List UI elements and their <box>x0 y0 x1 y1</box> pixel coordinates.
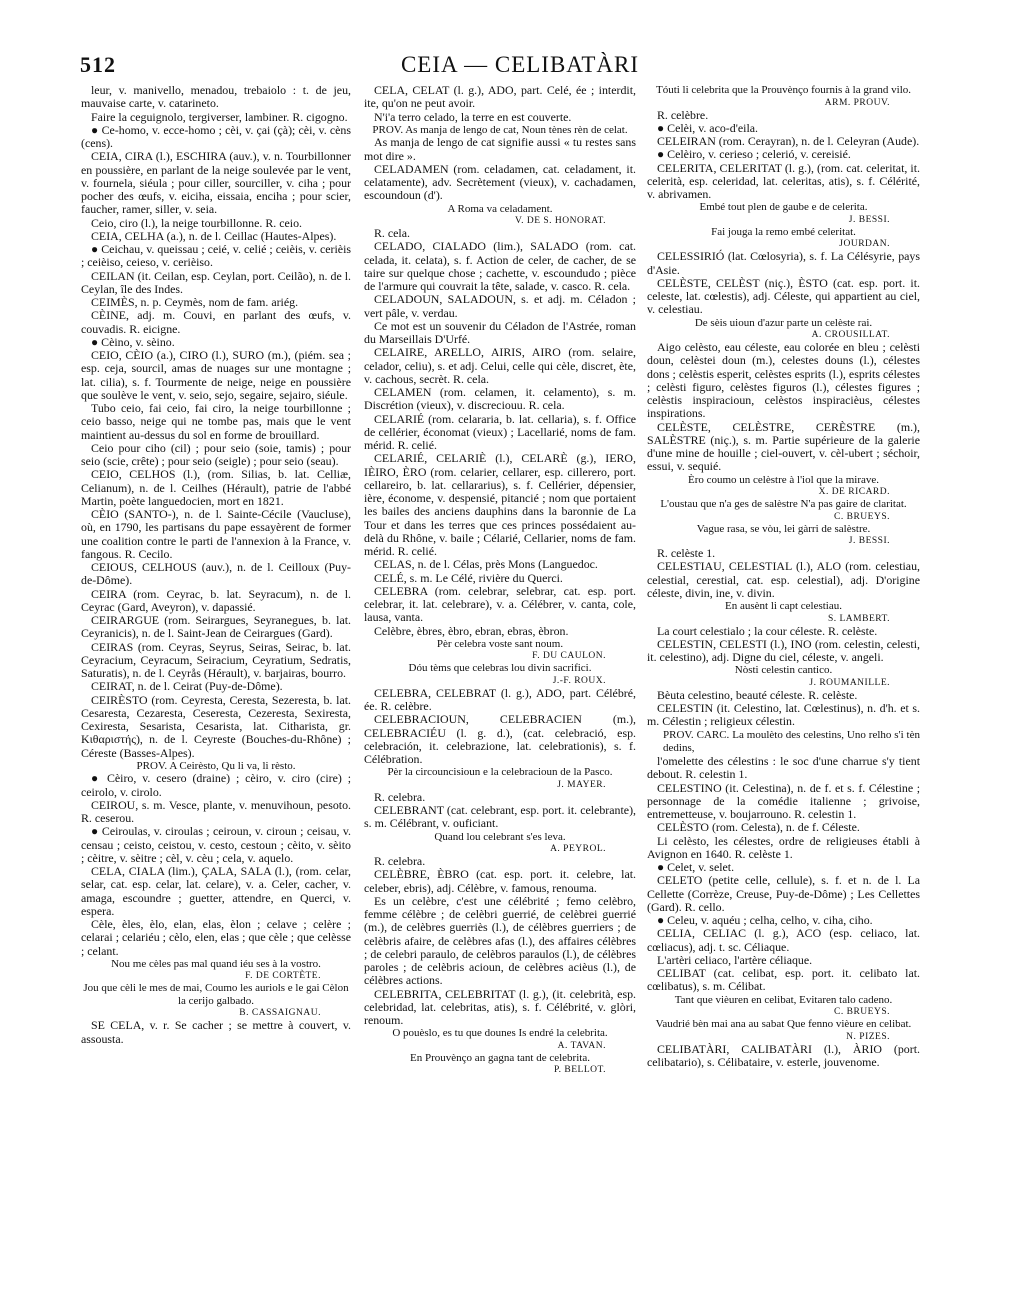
dictionary-entry: R. celèste 1. <box>657 546 716 560</box>
dictionary-entry: CELA, CIALA (lim.), ÇALA, SALA (l.), (rom. celar, selar, cat. esp. celar, lat. celare), v. a. Celer, cacher, v. amaga, escoundre ; guetter, attendre, en Querci, v. espera. <box>81 864 351 918</box>
dictionary-entry: CELEBRA, CELEBRAT (l. g.), ADO, part. Célébré, ée. R. celèbre. <box>364 685 636 713</box>
dictionary-entry: CELAS, n. de l. Célas, près Mons (Languedoc. <box>374 557 598 572</box>
quotation-author: N. PIZES. <box>846 1031 890 1042</box>
text-column-right <box>647 84 920 1069</box>
quotation-author: JOURDAN. <box>839 239 890 250</box>
dictionary-entry: CEIOUS, CELHOUS (auv.), n. de l. Ceilloux (Puy-de-Dôme). <box>81 560 351 588</box>
page-number: 512 <box>80 52 116 77</box>
dictionary-entry: CELIBATÀRI, CALIBATÀRI (l.), ÀRIO (port. celibatario), s. Célibataire, v. esterle, jouvenome. <box>647 1041 920 1069</box>
quotation-author: F. DE CORTÈTE. <box>245 971 321 982</box>
dictionary-entry: CELESSIRIÓ (lat. Cœlosyria), s. f. La Célésyrie, pays d'Asie. <box>647 249 920 277</box>
dictionary-entry: CELERITA, CELERITAT (l. g.), (rom. cat. celeritat, it. celerità, esp. celeridad, lat. celeritas, atis), s. f. Célérité, v. abrivamen. <box>647 160 920 201</box>
quotation: PROV. As manja de lengo de cat, Noun tènes rèn de celat. <box>372 123 628 136</box>
dictionary-entry: CELESTIN (it. Celestino, lat. Cœlestinus), n. d'h. et s. m. Célestin ; religieux célestin. <box>647 701 920 729</box>
quotation: En ausènt li capt celestiau. <box>725 600 842 612</box>
dictionary-entry: CELA, CELAT (l. g.), ADO, part. Celé, ée ; interdit, ite, qu'on ne peut avoir. <box>364 83 636 111</box>
dictionary-entry: R. celebra. <box>374 789 426 804</box>
quotation: Quand lou celebrant s'es leva. <box>434 830 566 843</box>
dictionary-entry: CELAMEN (rom. celamen, it. celamento), s. m. Discrétion (vieux), v. discreciouu. R. cela. <box>364 385 636 413</box>
dictionary-entry: SE CELA, v. r. Se cacher ; se mettre à couvert, v. assousta. <box>81 1018 351 1046</box>
quotation-author: S. LAMBERT. <box>827 613 890 624</box>
dictionary-entry: R. celèbre. <box>657 107 709 122</box>
quotation-author: J. MAYER. <box>557 779 606 790</box>
dictionary-entry: ● Cèiro, v. cesero (draine) ; cèiro, v. ciro (cire) ; ceirolo, v. cirolo. <box>81 771 351 799</box>
dictionary-entry: CEIO, CELHOS (l.), (rom. Silias, b. lat. Celliæ, Celianum), n. de l. Ceilhes (Hérault), patrie de l'abbé Martin, poète languedocien, mort en 1821. <box>81 467 351 508</box>
dictionary-entry: Faire la ceguignolo, tergiverser, lambiner. R. cigogno. <box>91 109 348 124</box>
quotation-author: ARM. PROUV. <box>824 97 890 108</box>
dictionary-entry: La court celestialo ; la cour céleste. R. celèste. <box>657 623 878 638</box>
quotation: Dóu tèms que celebras lou divin sacrifici. <box>408 662 592 675</box>
dictionary-entry: CEIA, CIRA (l.), ESCHIRA (auv.), v. n. Tourbillonner en poussière, en parlant de la neige soulevée par le vent, v. fournela, siéula ; pour ciller, sourciller, v. ciha ; pour pocher des œufs, v. eiciha, eissaia, enciha ; pour scier, faucher, ramer, siller, v. seia. <box>81 149 351 217</box>
dictionary-entry: Es un celèbre, c'est une célébrité ; femo celèbro, femme célèbre ; de celèbri guerrié, de celèbrei guerrié (m.), de celèbres guerriès (l.), de célèbres guerriers ; de celèbris afaire, de celèbres afas (l.), des affaires célèbres ; de celebri paraulo, de celèbros paraulos (l.), de célèbres paroles ; de celèbris acioun, de celèbres acièus (l.), de célèbres actions. <box>364 893 636 988</box>
dictionary-entry: CELARIÉ, CELARIÈ (l.), CELARÈ (g.), IERO, IÈIRO, ÈRO (rom. celarier, cellarer, esp. cillerero, port. cellareiro, b. lat. cellararius), s. f. Cellérier, dépensier, ière, économe, v. despensié, pitancié ; nom que portaient les bailes des anciens dauphins dans la baronnie de La Tour et dans les terres que ces princes possédaient au-delà du Rhône, v. baile ; Célarié, Cellarier, noms de fam. mérid. R. celié. <box>364 451 636 558</box>
dictionary-entry: CEIRAT, n. de l. Ceirat (Puy-de-Dôme). <box>91 679 283 694</box>
quotation-author: J. ROUMANILLE. <box>809 677 890 688</box>
quotation: Fai jouga la remo embé celeritat. <box>711 225 856 238</box>
dictionary-entry: ● Celeu, v. aquéu ; celha, celho, v. ciha, ciho. <box>657 913 873 927</box>
dictionary-entry: CEILAN (it. Ceilan, esp. Ceylan, port. Ceilão), n. de l. Ceylan, île des Indes. <box>81 268 351 296</box>
dictionary-entry: R. cela. <box>374 226 410 240</box>
quotation-author: A. CROUSILLAT. <box>811 330 890 340</box>
quotation: Vaudrié bèn mai ana au sabat Que fenno vièure en celibat. <box>655 1018 912 1030</box>
dictionary-entry: ● Cèino, v. sèino. <box>91 334 175 349</box>
dictionary-entry: CEIMÈS, n. p. Ceymès, nom de fam. ariég. <box>91 295 299 309</box>
dictionary-entry: ● Ce-homo, v. ecce-homo ; cèi, v. çai (çà); cèi, v. cèns (cens). <box>81 122 351 150</box>
quotation-author: J.-F. ROUX. <box>552 675 606 686</box>
dictionary-entry: CEIRARGUE (rom. Seirargues, Seyranegues, b. lat. Ceyranicis), n. de l. Saint-Jean de Ceirargues (Gard). <box>81 613 351 641</box>
dictionary-entry: CELEIRAN (rom. Cerayran), n. de l. Celeyran (Aude). <box>657 134 920 148</box>
dictionary-entry: N'i'a terro celado, la terre en est couverte. <box>374 109 572 124</box>
quotation: Jou que cèli le mes de mai, Coumo les auriols e le gai Cèlon la cerijo galbado. <box>83 982 349 1007</box>
dictionary-entry: CELIBAT (cat. celibat, esp. port. it. celibato lat. cœlibatus), s. m. Célibat. <box>647 966 920 994</box>
dictionary-entry: Tubo ceio, fai ceio, fai ciro, la neige tourbillonne ; ceio basso, neige qui ne tombe pas, mais que le vent maintient au-dessus du sol en forme de brouillard. <box>81 401 351 442</box>
quotation-author: V. DE S. HONORAT. <box>514 216 606 226</box>
quotation: Nòsti celestin cantico. <box>734 664 833 677</box>
dictionary-entry: CEIROU, s. m. Vesce, plante, v. menuvihoun, pesoto. R. ceserou. <box>81 797 351 825</box>
quotation: Pèr celebra voste sant noum. <box>436 637 564 650</box>
dictionary-entry: As manja de lengo de cat signifie aussi « tu restes sans mot dire ». <box>364 135 636 163</box>
dictionary-entry: Celèbre, èbres, èbro, ebran, ebras, èbron. <box>374 623 569 638</box>
dictionary-entry: CELEBRA (rom. celebrar, selebrar, cat. esp. port. celebrar, it. lat. celebrare), v. a. Célébrer, v. canta, cole, lausa, vanta. <box>364 583 636 625</box>
quotation: De sèis uioun d'azur parte un celèste rai. <box>694 316 873 329</box>
dictionary-entry: CELÉ, s. m. Le Célé, rivière du Querci. <box>374 570 563 585</box>
quotation-author: A. TAVAN. <box>557 1040 606 1051</box>
quotation: Embé tout plen de gaube e de celerita. <box>699 201 868 214</box>
dictionary-entry: CEIRAS (rom. Ceyras, Seyrus, Seiras, Seirac, b. lat. Ceyracium, Ceyracum, Seiracium, Ceyratium, Sedratis, Saturatis), n. de l. Ceyrås (Hérault), v. barjairas, bourro. <box>81 639 351 680</box>
quotation: Pèr la circouncisioun e la celebracioun de la Pasco. <box>387 766 613 779</box>
quotation-author: J. BESSI. <box>848 214 890 225</box>
dictionary-entry: ● Celèi, v. aco-d'eila. <box>657 120 758 135</box>
dictionary-entry: ● Celet, v. selet. <box>657 860 735 874</box>
quotation-author: P. BELLOT. <box>553 1065 606 1076</box>
dictionary-entry: CELESTIN, CELESTI (l.), INO (rom. celestin, celesti, it. celestino), adj. Digne du ciel, céleste, v. angeli. <box>647 636 920 664</box>
dictionary-entry: CELESTIAU, CELESTIAL (l.), ALO (rom. celestiau, celestial, cerestial, cat. esp. celestial), adj. D'origine céleste, divin, ine, v. divin. <box>647 559 920 600</box>
dictionary-entry: CELÈSTE, CELÈSTRE, CERÈSTRE (m.), SALÈSTRE (niç.), s. m. Partie supérieure de la galerie d'une mine de houille ; ciel-ouvert, v. cèl-ubert ; séchoir, essui, v. sequié. <box>647 419 920 474</box>
dictionary-entry: Ceio, ciro (l.), la neige tourbillonne. R. ceio. <box>91 215 303 230</box>
quotation-author: C. BRUEYS. <box>834 1007 890 1017</box>
quotation: Tóuti li celebrita que la Prouvènço fournis à la grand vilo. <box>655 84 912 96</box>
dictionary-entry: CELÈSTO (rom. Celesta), n. de f. Céleste. <box>657 820 860 835</box>
quotation-author: J. BESSI. <box>848 536 890 546</box>
page-header <box>80 52 960 84</box>
dictionary-entry: Cèle, èles, èlo, elan, elas, èlon ; celave ; celère ; celarai ; celariéu ; cèlo, elen, elas ; que cèle ; que celèsse ; celant. <box>81 917 351 958</box>
quotation: O pouèslo, es tu que dounes Is endré la celebrita. <box>392 1027 608 1040</box>
dictionary-entry: CELETO (petite celle, cellule), s. f. et n. de l. La Cellette (Corrèze, Creuse, Puy-de-Dôme) ; Les Cellettes (Gard). R. cello. <box>647 873 920 914</box>
dictionary-entry: L'artèri celiaco, l'artère céliaque. <box>657 952 813 967</box>
text-column-middle <box>364 84 636 1076</box>
dictionary-entry: CÈIO (SANTO-), n. de l. Sainte-Cécile (Vaucluse), où, en 1790, les partisans du pape essayèrent de former une coalition contre le parti de l'annexion à la France, v. fangous. R. Cecilo. <box>81 507 351 561</box>
dictionary-entry: CELEBRACIOUN, CELEBRACIEN (m.), CELEBRACIÉU (l. g. d.), (cat. celebració, esp. celebración, it. celebrazione, lat. celebrationis), s. f. Célébration. <box>364 712 636 766</box>
proverb: PROV. CARC. La moulèto des celestins, Uno relho s'i tèn dedins, <box>663 728 920 754</box>
dictionary-entry: CELÈSTE, CELÈST (niç.), ÈSTO (cat. esp. port. it. celeste, lat. cœlestis), adj. Céleste, qui appartient au ciel, v. celestiau. <box>647 275 920 317</box>
quotation-author: X. DE RICARD. <box>818 487 890 497</box>
dictionary-entry: R. celebra. <box>374 854 426 868</box>
dictionary-entry: Bèuta celestino, beauté céleste. R. celèste. <box>657 687 858 702</box>
quotation: Nou me cèles pas mal quand iéu ses à la vostro. <box>111 957 321 970</box>
dictionary-entry: ● Celèiro, v. cerieso ; celerió, v. cereisié. <box>657 147 851 162</box>
dictionary-entry: ● Ceiroulas, v. ciroulas ; ceiroun, v. ciroun ; ceisau, v. censau ; ceisto, ceistou, v. cesto, cestoun ; cèito, v. sèito ; cèitre, v. sèitre ; cèl, v. cèu ; cela, v. aquelo. <box>81 824 351 865</box>
dictionary-entry: CELEBRITA, CELEBRITAT (l. g.), (it. celebrità, esp. celebridad, lat. celebritas, atis), s. f. Célébrité, v. glòri, renoum. <box>364 986 636 1027</box>
running-title: CEIA — CELIBATÀRI <box>400 52 640 77</box>
dictionary-entry: CELADOUN, SALADOUN, s. et adj. m. Céladon ; vert pâle, v. verdau. <box>364 292 636 320</box>
dictionary-entry: CELESTINO (it. Celestina), n. de f. et s. f. Célestine ; personnage de la comédie italienne ; grivoise, entremetteuse, v. boujarrouno. R. celestin 1. <box>647 780 920 821</box>
dictionary-entry: CEIRÈSTO (rom. Ceyresta, Ceresta, Sezeresta, b. lat. Cesaresta, Cezaresta, Ceseresta, Cezeresta, Sexiresta, Cexiresta, Sesarista, Cesarista, lat. Citharista, gr. Κιθαριστής), n. de l. Ceyreste (Bouches-du-Rhône) ; Céreste (Basses-Alpes). <box>81 692 351 760</box>
dictionary-entry: leur, v. manivello, menadou, trebaiolo : t. de jeu, mauvaise carte, v. catarineto. <box>81 83 351 111</box>
quotation: En Prouvènço an gagna tant de celebrita. <box>410 1051 590 1064</box>
dictionary-entry: CELEBRANT (cat. celebrant, esp. port. it. celebrante), s. m. Célébrant, v. ouficiant. <box>364 803 636 831</box>
text-column-left <box>81 84 351 1046</box>
quotation: PROV. A Ceirèsto, Qu li va, li rèsto. <box>136 759 296 772</box>
quotation: Tant que vièuren en celibat, Evitaren talo cadeno. <box>674 993 893 1006</box>
quotation-author: F. DU CAULON. <box>532 651 606 662</box>
quotation: Èro coumo un celèstre à l'iol que la mirave. <box>687 473 880 486</box>
dictionary-entry: CELAIRE, ARELLO, AIRIS, AIRO (rom. selaire, celador, celiu), s. et adj. Celui, celle qui cèle, discret, ète, v. cachous, secrèt. R. cela. <box>364 345 636 386</box>
dictionary-entry: CEIO, CÈIO (a.), CIRO (l.), SURO (m.), (piém. sea ; esp. ceja, sourcil, amas de nuages sur une montagne ; lat. cilia), s. f. Tourmente de neige, neige en poussière que soulève le vent, v. seio, sejo, segaire, sejairo, siéule. <box>81 348 351 402</box>
quotation-author: B. CASSAIGNAU. <box>239 1008 321 1019</box>
dictionary-entry: Aigo celèsto, eau céleste, eau colorée en bleu ; celèsti doun, celèstei doun (m.), celestes douns (l.), célestes dons ; celèstis esperit, celèstes esprits (l.), esprits célestes ; celèsti figuro, celèstes figuros (l.), célestes figures ; celèstis inspiracioun, celèstos inspiracièus, célestes inspirations. <box>647 340 920 421</box>
dictionary-entry: ● Ceichau, v. queissau ; ceié, v. celié ; ceièis, v. cerièis ; ceièiso, ceieso, v. cerièiso. <box>81 242 351 270</box>
dictionary-entry: CELIA, CELIAC (l. g.), ACO (esp. celiaco, lat. cœliacus), adj. t. sc. Céliaque. <box>647 926 920 954</box>
quotation-author: A. PEYROL. <box>550 844 606 854</box>
dictionary-entry: CELÈBRE, ÈBRO (cat. esp. port. it. celebre, lat. celeber, ebris), adj. Célèbre, v. famous, renouma. <box>364 867 636 895</box>
quotation-author: C. BRUEYS. <box>834 511 890 522</box>
dictionary-entry: l'omelette des célestins : le soc d'une charrue s'y tient debout. R. celestin 1. <box>647 754 920 782</box>
dictionary-entry: CELADAMEN (rom. celadamen, cat. celadament, it. celatamente), adv. Secrètement (vieux), v. cachadamen, escoundoun (d'). <box>364 161 636 203</box>
dictionary-entry: CELARIÉ (rom. celararia, b. lat. cellaria), s. f. Office de cellérier, économat (vieux) ; Lacellarié, noms de fam. mérid. R. celié. <box>364 411 636 452</box>
dictionary-entry: Ce mot est un souvenir du Céladon de l'Astrée, roman du Marseillais D'Urfé. <box>364 318 636 346</box>
dictionary-entry: Ceio pour ciho (cil) ; pour seio (soie, tamis) ; pour seio (scie, crête) ; pour seio (seigle) ; pour seio (seau). <box>81 440 351 468</box>
quotation: Vague rasa, se vòu, lei gàrri de salèstre. <box>696 522 871 535</box>
dictionary-entry: Li celèsto, les célestes, ordre de religieuses établi à Avignon en 1640. R. celèste 1. <box>647 833 920 861</box>
quotation: L'oustau que n'a ges de salèstre N'a pas gaire de claritat. <box>660 498 907 510</box>
dictionary-entry: CELADO, CIALADO (lim.), SALADO (rom. cat. celada, it. celata), s. f. Action de celer, de cacher, de se taire sur quelque chose ; cachette, v. escoundudo ; pièce de l'armure qui couvrait la tête, salade, v. casco. R. cela. <box>364 239 636 293</box>
dictionary-entry: CEIRA (rom. Ceyrac, b. lat. Seyracum), n. de l. Ceyrac (Gard, Aveyron), v. dapassié. <box>81 586 351 614</box>
dictionary-entry: CÈINE, adj. m. Couvi, en parlant des œufs, v. couvadis. R. eicigne. <box>81 308 351 336</box>
quotation: A Roma va celadament. <box>447 202 553 215</box>
dictionary-entry: CEIA, CELHA (a.), n. de l. Ceillac (Hautes-Alpes). <box>91 228 337 243</box>
